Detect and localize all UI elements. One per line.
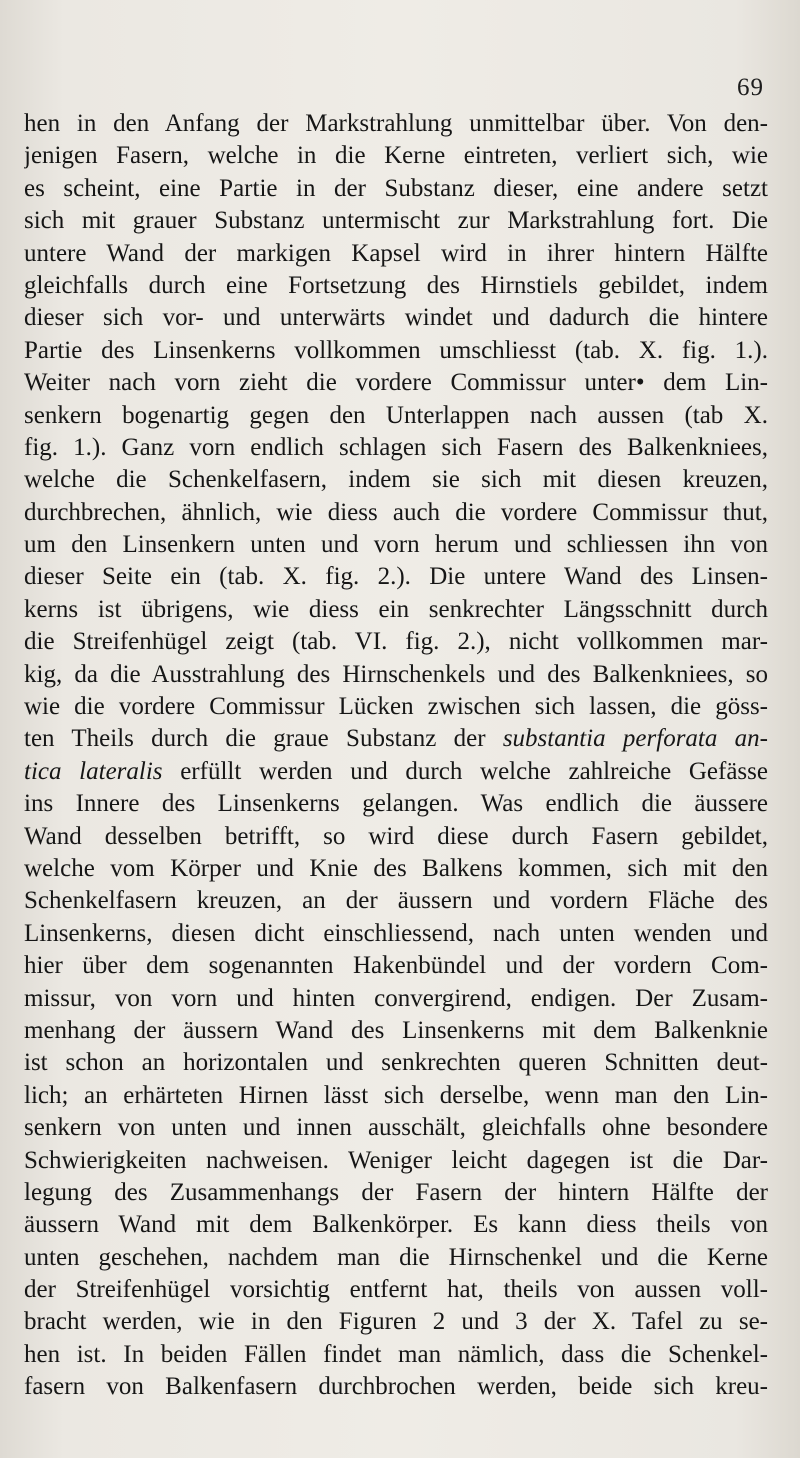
text-line: ist schon an horizontalen und senkrechten queren Schnitten deut- — [24, 1049, 768, 1077]
text-line: Partie des Linsenkerns vollkommen umschliesst (tab. X. fig. 1.). — [24, 336, 768, 364]
text-line: hen in den Anfang der Markstrahlung unmittelbar über. Von den- — [24, 110, 768, 137]
text-line: dieser sich vor- und unterwärts windet und dadurch die hintere — [24, 304, 768, 332]
text-line: unten geschehen, nachdem man die Hirnschenkel und die Kerne — [24, 1243, 768, 1271]
latin-term: tica lateralis — [24, 757, 163, 785]
latin-term: substantia perforata an- — [502, 725, 768, 753]
text-line: fig. 1.). Ganz vorn endlich schlagen sich Fasern des Balkenkniees, — [24, 433, 768, 461]
text-line: um den Linsenkern unten und vorn herum und schliessen ihn von — [24, 531, 768, 559]
text-line: legung des Zusammenhangs der Fasern der hintern Hälfte der — [24, 1178, 768, 1206]
text-line: kerns ist übrigens, wie diess ein senkrechter Längsschnitt durch — [24, 595, 768, 623]
text-line: missur, von vorn und hinten convergirend, endigen. Der Zusam- — [24, 984, 768, 1012]
text-line: kig, da die Ausstrahlung des Hirnschenkels und des Balkenkniees, so — [24, 660, 768, 688]
text-segment: erfüllt werden und durch welche zahlreiche Gefässe — [162, 757, 768, 785]
body-text — [24, 108, 768, 1404]
text-line-with-term — [24, 756, 768, 788]
page-number: 69 — [737, 74, 764, 101]
text-line: welche die Schenkelfasern, indem sie sich mit diesen kreuzen, — [24, 466, 768, 494]
text-line: wie die vordere Commissur Lücken zwischen sich lassen, die göss- — [24, 693, 768, 721]
text-line: Schenkelfasern kreuzen, an der äussern und vordern Fläche des — [24, 887, 768, 915]
text-line: Weiter nach vorn zieht die vordere Commissur unter• dem Lin- — [24, 369, 768, 397]
text-segment: ten Theils durch die graue Substanz der — [24, 725, 503, 753]
text-line: hen ist. In beiden Fällen findet man nämlich, dass die Schenkel- — [24, 1340, 768, 1368]
text-line: senkern von unten und innen ausschält, gleichfalls ohne besondere — [24, 1114, 768, 1142]
text-line: ins Innere des Linsenkerns gelangen. Was endlich die äussere — [24, 790, 768, 818]
text-line: dieser Seite ein (tab. X. fig. 2.). Die untere Wand des Linsen- — [24, 563, 768, 591]
text-line: Wand desselben betrifft, so wird diese durch Fasern gebildet, — [24, 822, 768, 850]
text-line: bracht werden, wie in den Figuren 2 und 3 der X. Tafel zu se- — [24, 1308, 768, 1336]
text-line: sich mit grauer Substanz untermischt zur Markstrahlung fort. Die — [24, 207, 768, 235]
text-line: es scheint, eine Partie in der Substanz dieser, eine andere setzt — [24, 174, 768, 202]
text-line: gleichfalls durch eine Fortsetzung des Hirnstiels gebildet, indem — [24, 271, 768, 299]
text-line: Schwierigkeiten nachweisen. Weniger leicht dagegen ist die Dar- — [24, 1146, 768, 1174]
text-line: fasern von Balkenfasern durchbrochen werden, beide sich kreu- — [24, 1373, 768, 1401]
text-line: die Streifenhügel zeigt (tab. VI. fig. 2.), nicht vollkommen mar- — [24, 628, 768, 656]
text-line: lich; an erhärteten Hirnen lässt sich derselbe, wenn man den Lin- — [24, 1081, 768, 1109]
text-line-with-term — [24, 723, 768, 755]
text-line: Linsenkerns, diesen dicht einschliessend, nach unten wenden und — [24, 919, 768, 947]
text-line: untere Wand der markigen Kapsel wird in ihrer hintern Hälfte — [24, 239, 768, 267]
text-line: welche vom Körper und Knie des Balkens kommen, sich mit den — [24, 854, 768, 882]
text-line: durchbrechen, ähnlich, wie diess auch die vordere Commissur thut, — [24, 498, 768, 526]
text-line: menhang der äussern Wand des Linsenkerns mit dem Balkenknie — [24, 1016, 768, 1044]
text-line: äussern Wand mit dem Balkenkörper. Es kann diess theils von — [24, 1211, 768, 1239]
text-line: hier über dem sogenannten Hakenbündel und der vordern Com- — [24, 952, 768, 980]
text-line: senkern bogenartig gegen den Unterlappen nach aussen (tab X. — [24, 401, 768, 429]
text-line: jenigen Fasern, welche in die Kerne eintreten, verliert sich, wie — [24, 142, 768, 170]
text-line: der Streifenhügel vorsichtig entfernt hat, theils von aussen voll- — [24, 1276, 768, 1304]
